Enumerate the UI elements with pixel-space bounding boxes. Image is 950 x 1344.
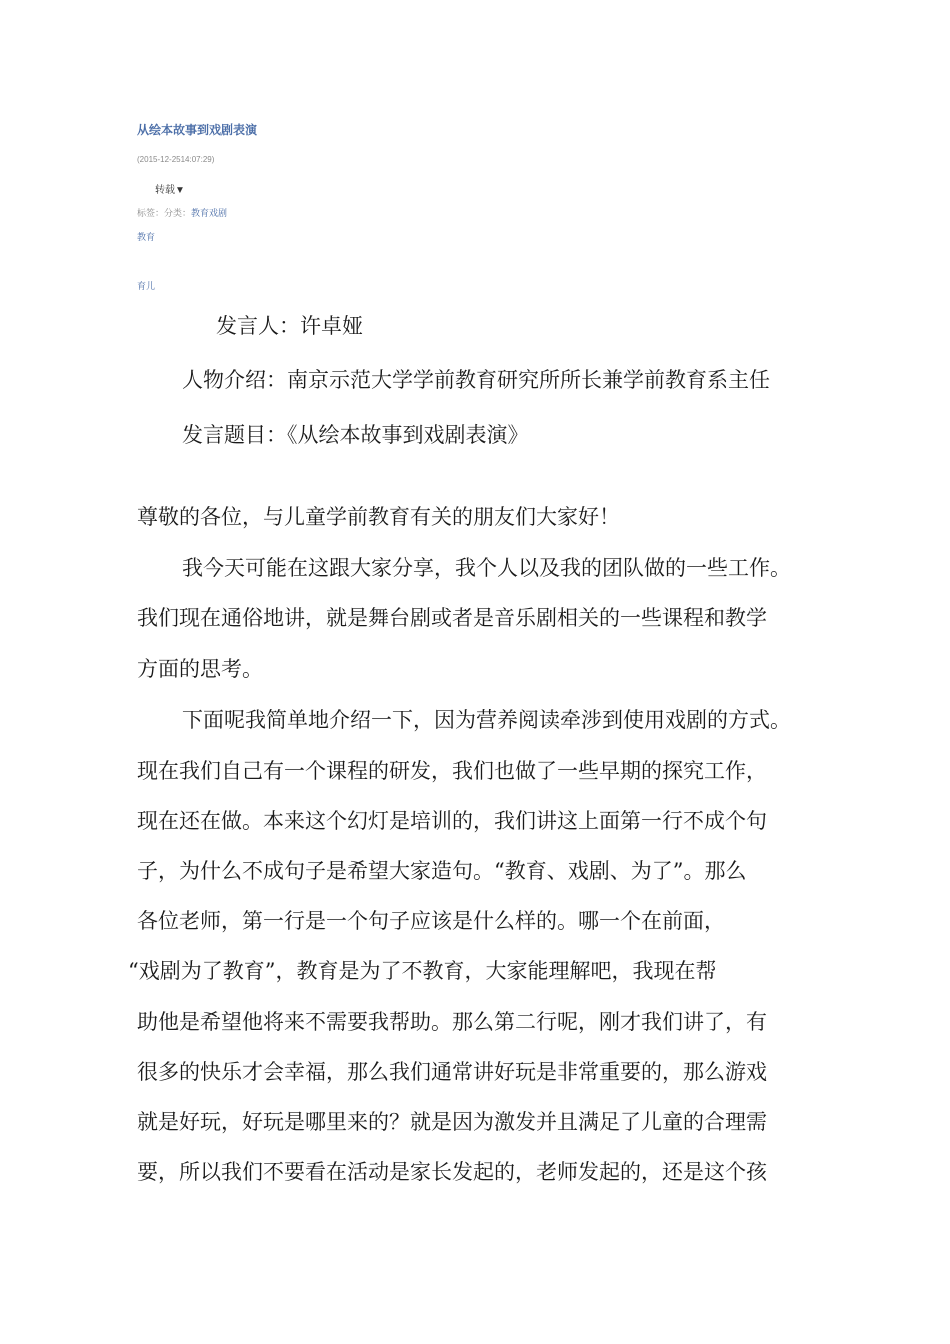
speaker-intro: 人物介绍：南京示范大学学前教育研究所所长兼学前教育系主任 — [182, 368, 770, 392]
article-title[interactable]: 从绘本故事到戏剧表演 — [137, 123, 258, 137]
repost-toggle[interactable]: 转载▼ — [155, 185, 185, 196]
category-link[interactable]: 教育戏剧 — [191, 208, 228, 218]
speaker-name: 发言人：许卓娅 — [216, 314, 363, 338]
body-line: 我今天可能在这跟大家分享，我个人以及我的团队做的一些工作。 — [182, 556, 791, 580]
body-line: 现在还在做。本来这个幻灯是培训的，我们讲这上面第一行不成个句 — [137, 809, 767, 833]
body-line: 我们现在通俗地讲，就是舞台剧或者是音乐剧相关的一些课程和教学 — [137, 606, 767, 630]
body-line: 要，所以我们不要看在活动是家长发起的，老师发起的，还是这个孩 — [137, 1160, 767, 1184]
body-line: 很多的快乐才会幸福，那么我们通常讲好玩是非常重要的，那么游戏 — [137, 1060, 767, 1084]
body-line: 方面的思考。 — [137, 657, 263, 681]
tags-label: 标签：分类： — [137, 208, 192, 218]
tag-link-education[interactable]: 教育 — [137, 232, 156, 242]
tag-link-parenting[interactable]: 育儿 — [137, 281, 156, 291]
body-line: 子，为什么不成句子是希望大家造句。“教育、戏剧、为了”。那么 — [137, 859, 747, 883]
body-line: 助他是希望他将来不需要我帮助。那么第二行呢，刚才我们讲了，有 — [137, 1010, 767, 1034]
body-line: 现在我们自己有一个课程的研发，我们也做了一些早期的探究工作， — [137, 759, 767, 783]
body-line: 就是好玩，好玩是哪里来的？就是因为激发并且满足了儿童的合理需 — [137, 1110, 767, 1134]
speech-topic: 发言题目：《从绘本故事到戏剧表演》 — [182, 423, 529, 447]
body-line: “戏剧为了教育”，教育是为了不教育，大家能理解吧，我现在帮 — [128, 959, 717, 983]
body-line: 尊敬的各位，与儿童学前教育有关的朋友们大家好！ — [137, 505, 620, 529]
post-date: (2015-12-2514:07:29) — [137, 155, 215, 164]
tags-row — [137, 206, 227, 219]
body-line: 下面呢我简单地介绍一下，因为营养阅读牵涉到使用戏剧的方式。 — [182, 708, 791, 732]
body-line: 各位老师，第一行是一个句子应该是什么样的。哪一个在前面， — [137, 909, 725, 933]
